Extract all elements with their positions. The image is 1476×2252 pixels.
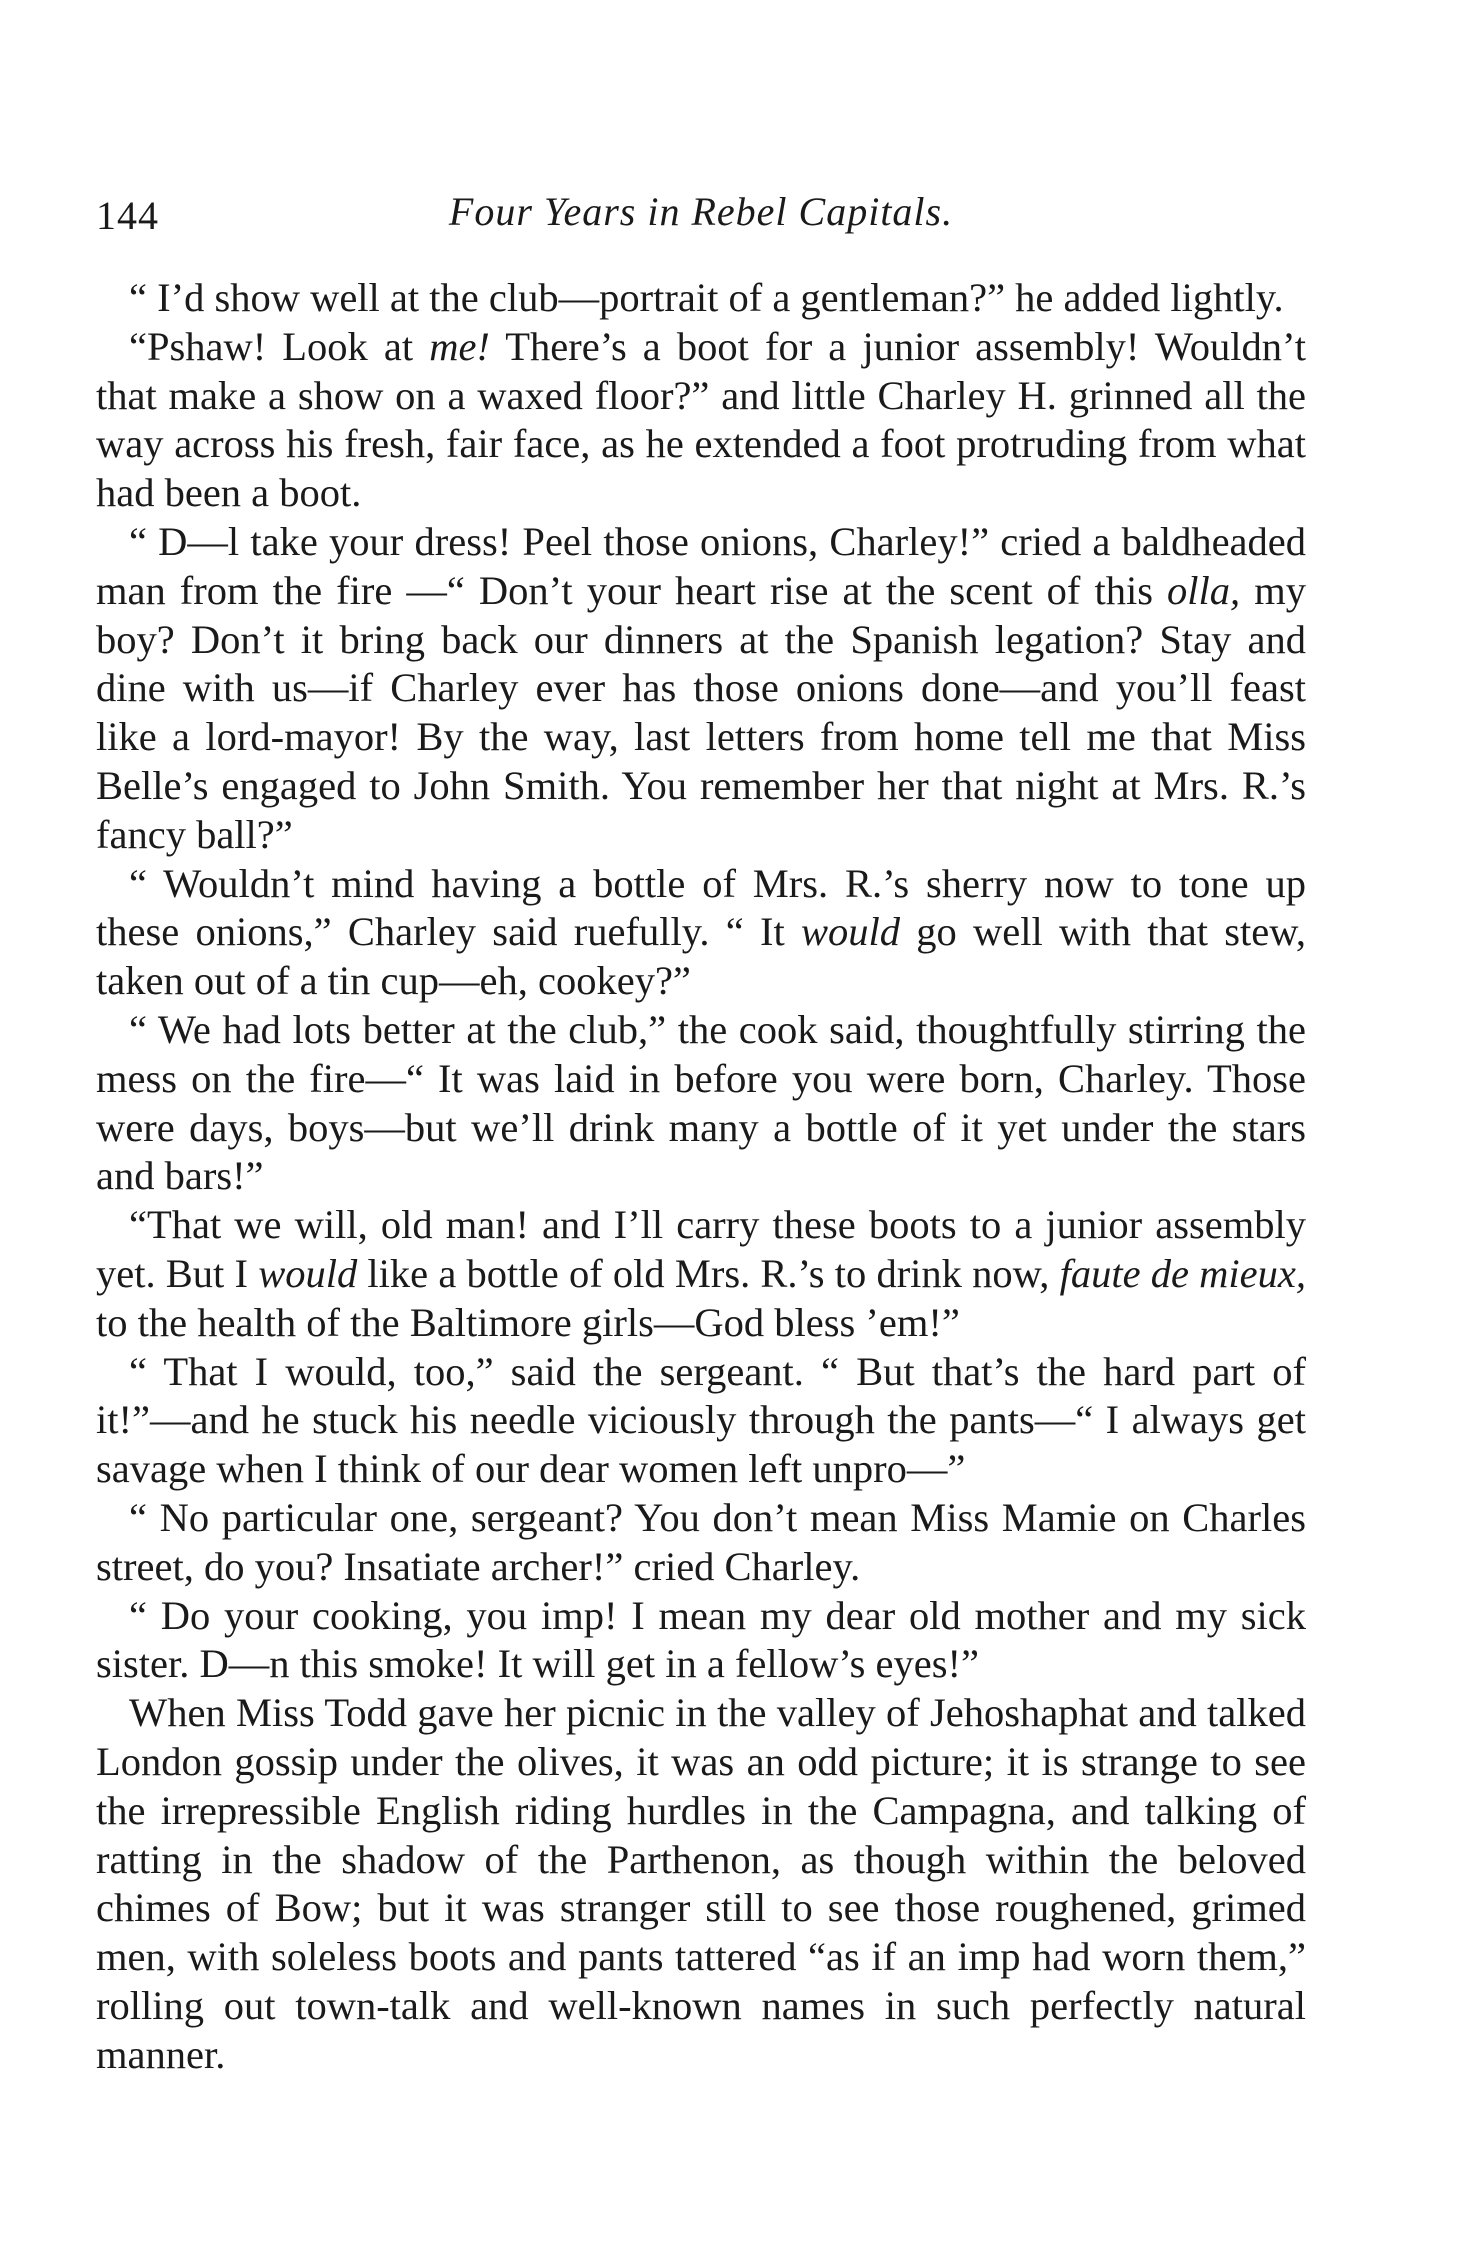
text-run: “Pshaw! Look at [129,323,430,369]
text-run: “ Wouldn’t mind having a bottle of Mrs. R.’s sherry now to tone up these onions,” Charley said ruefully. “ It [96,860,1306,955]
paragraph [96,1006,1306,1201]
emphasis-text: would [801,909,901,955]
paragraph [96,518,1306,860]
text-run: “ That I would, too,” said the sergeant. “ But that’s the hard part of it!”—and he stuck his needle viciously through the pants—“ I always get savage when I think of our dear women left unpro—” [96,1348,1306,1492]
paragraph [96,860,1306,1006]
paragraph [96,323,1306,518]
text-run: go well with that stew, taken out of a tin cup—eh, cookey?” [96,909,1306,1004]
running-title: Four Years in Rebel Capitals. [448,189,954,234]
paragraph [96,274,1306,323]
emphasis-text: olla, [1167,567,1241,613]
emphasis-text: me! [429,323,490,369]
text-run: like a bottle of old Mrs. R.’s to drink now, [357,1250,1060,1296]
page-number: 144 [96,193,159,238]
page-header [96,178,1306,238]
text-run: There’s a boot for a junior assembly! Wouldn’t that make a show on a waxed floor?” and little Charley H. grinned all the way across his fresh, fair face, as he extended a foot protruding from what had been a boot. [96,323,1306,516]
text-run: to the health of the Baltimore girls—God bless ’em!” [96,1299,960,1345]
text-run: my boy? Don’t it bring back our dinners at the Spanish legation? Stay and dine with us—if Charley ever has those onions done—and you’ll feast like a lord-mayor! By the way, last letters from home tell me that Miss Belle’s engaged to John Smith. You remember her that night at Mrs. R.’s fancy ball?” [96,567,1306,857]
paragraph [96,1494,1306,1592]
paragraph [96,1201,1306,1347]
text-run: “ D—l take your dress! Peel those onions, Charley!” cried a baldheaded man from the fire —“ Don’t your heart rise at the scent of this [96,518,1306,613]
body-text [96,274,1306,2079]
text-run: When Miss Todd gave her picnic in the valley of Jehoshaphat and talked London gossip under the olives, it was an odd picture; it is strange to see the irrepressible English riding hurdles in the Campagna, and talking of ratting in the shadow of the Parthenon, as though within the beloved chimes of Bow; but it was stranger still to see those roughened, grimed men, with soleless boots and pants tattered “as if an imp had worn them,” rolling out town-talk and well-known names in such perfectly natural manner. [96,1690,1306,2077]
text-run: “ Do your cooking, you imp! I mean my dear old mother and my sick sister. D—n this smoke! It will get in a fellow’s eyes!” [96,1592,1306,1687]
text-run: “ We had lots better at the club,” the cook said, thoughtfully stirring the mess on the fire—“ It was laid in before you were born, Charley. Those were days, boys—but we’ll drink many a bottle of it yet under the stars and bars!” [96,1006,1306,1199]
text-run: “ No particular one, sergeant? You don’t mean Miss Mamie on Charles street, do you? Insatiate archer!” cried Charley. [96,1494,1306,1589]
emphasis-text: would [258,1250,358,1296]
paragraph [96,1689,1306,2079]
paragraph [96,1348,1306,1494]
emphasis-text: faute de mieux, [1059,1250,1307,1296]
paragraph [96,1592,1306,1690]
text-run: “ I’d show well at the club—portrait of a gentleman?” he added lightly. [129,275,1284,320]
text-run: “That we will, old man! and I’ll carry these boots to a junior assembly yet. But I [96,1202,1306,1296]
